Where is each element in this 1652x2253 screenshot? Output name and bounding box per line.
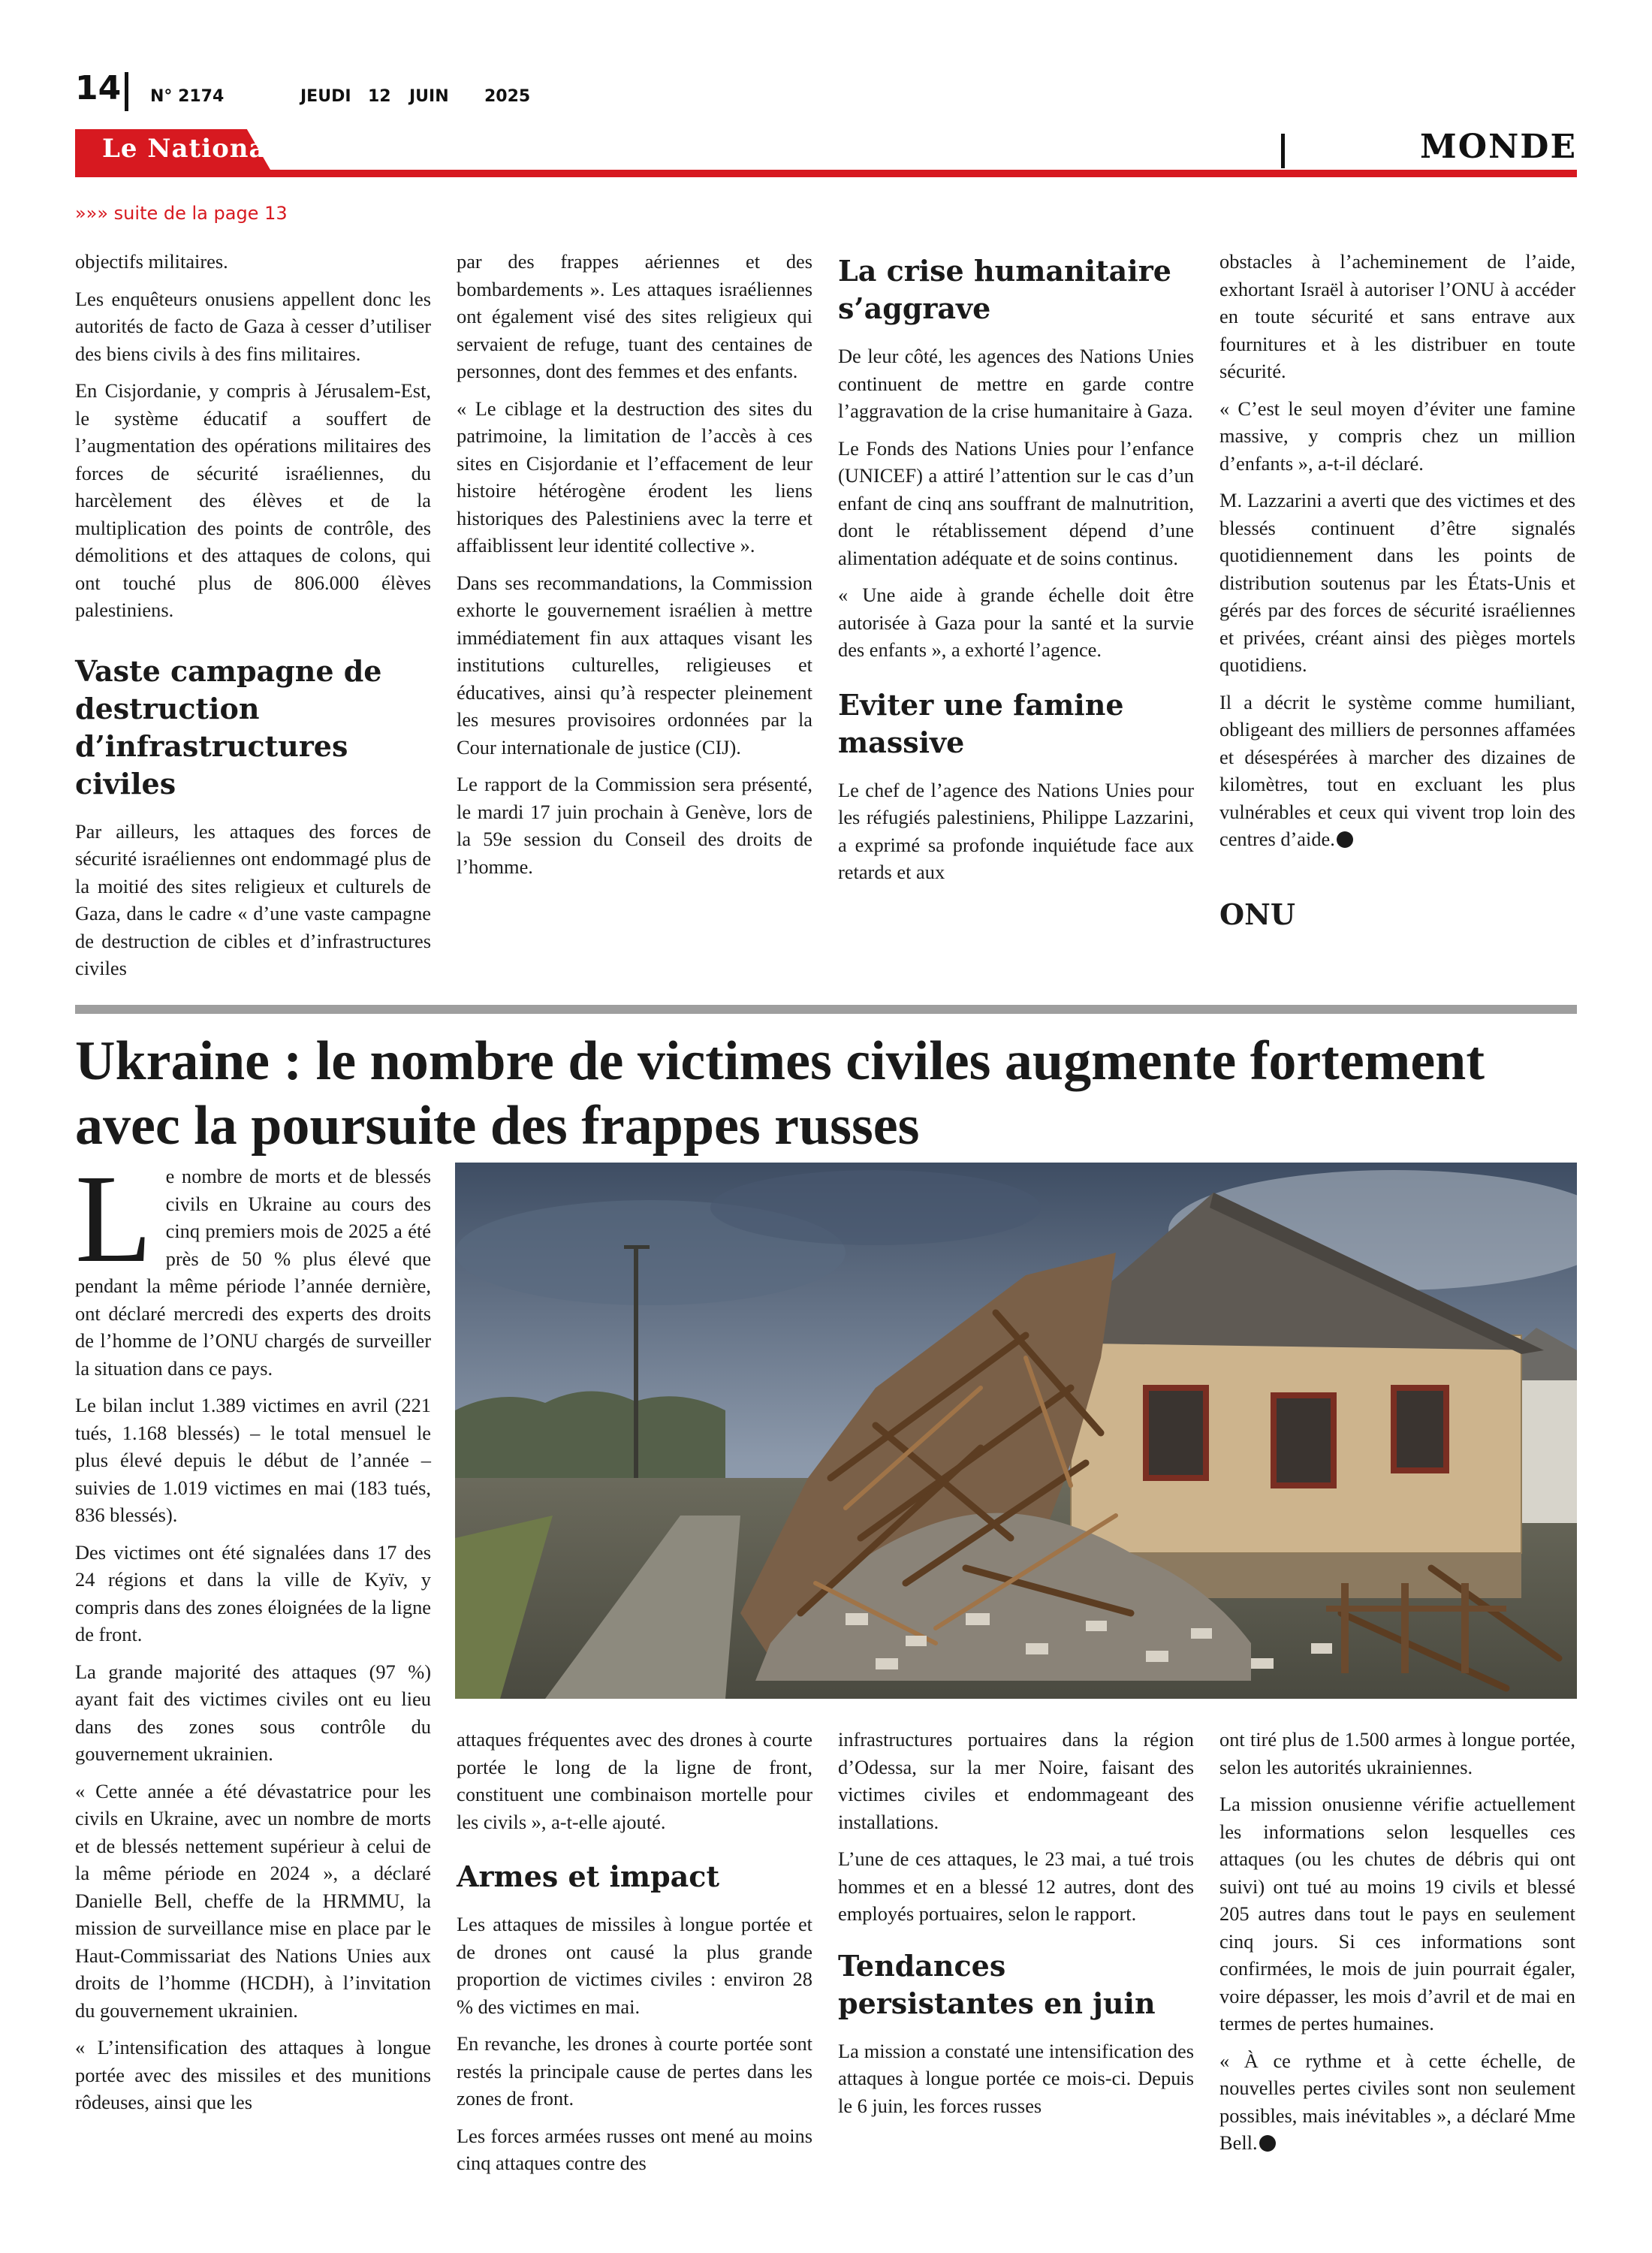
subheading-armes-impact: Armes et impact <box>457 1859 719 1893</box>
lead-text: e nombre de morts et de blessés civils en Ukraine au cours des cinq premiers mois de 2025 a été près de 50 % plus élevé que pendant la même période l’année dernière, ont déclaré mercredi des experts des droits de l’homme de l’ONU chargés de surveiller la situation dans ce pays. <box>75 1165 431 1380</box>
end-of-article-icon <box>1259 2135 1276 2152</box>
end-of-article-icon <box>1337 831 1353 848</box>
paragraph: attaques fréquentes avec des drones à courte portée le long de la ligne de front, constituent une combinaison mortelle pour les civils », a-t-elle ajouté. <box>457 1728 812 1833</box>
paragraph-with-end-mark <box>1219 689 1575 853</box>
subheading-tendances: Tendances persistantes en juin <box>838 1948 1156 2020</box>
paragraph: ont tiré plus de 1.500 armes à longue portée, selon les autorités ukrainiennes. <box>1219 1728 1575 1778</box>
ukraine-col-4 <box>1219 1726 1575 2167</box>
drop-cap: L <box>75 1149 152 1289</box>
section-divider <box>1281 134 1285 168</box>
date-weekday: JEUDI <box>300 87 351 106</box>
top-article-col-2 <box>457 248 812 890</box>
headline-line-1: Ukraine : le nombre de victimes civiles augmente fortement <box>75 1030 1485 1092</box>
subheading-eviter-famine: Eviter une famine massive <box>838 687 1124 759</box>
paragraph: La mission a constaté une intensification des attaques à longue portée ce mois-ci. Depuis le 6 juin, les forces russes <box>838 2039 1194 2117</box>
paragraph: En Cisjordanie, y compris à Jérusalem-Est, le système éducatif a souffert de l’augmentation des opérations militaires des forces de sécurité israéliennes, du harcèlement des élèves et de la multiplication des points de contrôle, des démolitions et des attaques de colons, qui ont touché plus de 806.000 élèves palestiniens. <box>75 379 431 621</box>
paragraph: La grande majorité des attaques (97 %) ayant fait des victimes civiles ont eu lieu dans des zones sous contrôle du gouvernement ukrainien. <box>75 1660 431 1765</box>
headline-line-2: avec la poursuite des frappes russes <box>75 1095 920 1157</box>
header-divider <box>125 72 128 111</box>
ukraine-col-3 <box>838 1726 1194 2129</box>
page-number: 14 <box>75 69 122 107</box>
paragraph: « Le ciblage et la destruction des sites du patrimoine, la limitation de l’accès à ces sites en Cisjordanie et l’effacement de leur histoire hétérogène érodent les liens historiques des Palestiniens avec la terre et affaiblissent leur identité collective ». <box>457 397 812 556</box>
photo-illustration <box>455 1163 1577 1699</box>
date-year: 2025 <box>484 87 531 106</box>
top-article-col-3 <box>838 248 1194 896</box>
top-article-col-1 <box>75 248 431 992</box>
paragraph: En revanche, les drones à courte portée sont restés la principale cause de pertes dans les zones de front. <box>457 2032 812 2110</box>
subheading-vaste-campagne: Vaste campagne de destruction d’infrastructures civiles <box>75 653 382 801</box>
paragraph: Des victimes ont été signalées dans 17 des 24 régions et dans la ville de Kyïv, y compris dans des zones éloignées de la ligne de front. <box>75 1540 431 1645</box>
article-separator <box>75 1005 1577 1014</box>
paragraph: Les enquêteurs onusiens appellent donc les autorités de facto de Gaza à cesser d’utiliser des biens civils à des fins militaires. <box>75 287 431 365</box>
date-month: JUIN <box>409 87 449 106</box>
paragraph: « Une aide à grande échelle doit être autorisée à Gaza pour la santé et la survie des enfants », a exhorté l’agence. <box>838 584 1194 661</box>
paragraph: infrastructures portuaires dans la région d’Odessa, sur la mer Noire, faisant des victimes civiles et endommageant des installations. <box>838 1728 1194 1833</box>
top-article-col-4 <box>1219 248 1575 931</box>
brand-logo: Le National <box>102 134 277 164</box>
paragraph: Le Fonds des Nations Unies pour l’enfance (UNICEF) a attiré l’attention sur le cas d’un enfant de cinq ans souffrant de malnutrition, dont le rétablissement dépend d’une alimentation adéquate et de soins continus. <box>838 436 1194 569</box>
ukraine-col-2 <box>457 1726 812 2187</box>
continued-from: »»» suite de la page 13 <box>75 203 288 224</box>
paragraph-text: « À ce rythme et à cette échelle, de nouvelles pertes civiles sont non seulement possibles, mais inévitables », a déclaré Mme Bell. <box>1219 2049 1575 2154</box>
paragraph: Dans ses recommandations, la Commission exhorte le gouvernement israélien à mettre immédiatement fin aux attaques visant les institutions culturelles, religieuses et éducatives, ainsi qu’à respecter pleinement les mesures provisoires ordonnées par la Cour internationale de justice (CIJ). <box>457 571 812 759</box>
ukraine-col-1 <box>75 1149 431 2126</box>
paragraph: Par ailleurs, les attaques des forces de sécurité israéliennes ont endommagé plus de la moitié des sites religieux et culturels de Gaza, dans le cadre « d’une vaste campagne de destruction de cibles et d’infrastructures civiles <box>75 819 431 979</box>
paragraph: L’une de ces attaques, le 23 mai, a tué trois hommes et en a blessé 12 autres, dont des employés portuaires, selon le rapport. <box>838 1847 1194 1925</box>
paragraph: De leur côté, les agences des Nations Unies continuent de mettre en garde contre l’aggravation de la crise humanitaire à Gaza. <box>838 345 1194 422</box>
date-day: 12 <box>368 87 391 106</box>
paragraph: objectifs militaires. <box>75 250 228 273</box>
subheading-crise-humanitaire: La crise humanitaire s’aggrave <box>838 254 1171 325</box>
paragraph: M. Lazzarini a averti que des victimes et des blessés continuent d’être signalés quotidiennement dans les points de distribution soutenus par les États-Unis et gérés par des forces de sécurité israéliennes et privées, créant ainsi des pièges mortels quotidiens. <box>1219 489 1575 676</box>
paragraph: par des frappes aériennes et des bombardements ». Les attaques israéliennes ont également visé des sites religieux qui servaient de refuge, tuant des centaines de personnes, dont des femmes et des enfants. <box>457 250 812 382</box>
destroyed-house-photo <box>455 1163 1577 1699</box>
issue-number: N° 2174 <box>150 87 225 106</box>
ukraine-headline <box>75 1029 1577 1158</box>
paragraph: Les attaques de missiles à longue portée et de drones ont causé la plus grande proportion de victimes civiles : environ 28 % des victimes en mai. <box>457 1913 812 2018</box>
header-red-rule <box>75 170 1577 177</box>
article-signature: ONU <box>1219 897 1295 931</box>
paragraph: Le rapport de la Commission sera présenté, le mardi 17 juin prochain à Genève, lors de la 59e session du Conseil des droits de l’homme. <box>457 773 812 878</box>
paragraph-with-end-mark <box>1219 2047 1575 2157</box>
paragraph: Le chef de l’agence des Nations Unies pour les réfugiés palestiniens, Philippe Lazzarini, a exprimé sa profonde inquiétude face aux retards et aux <box>838 778 1194 883</box>
paragraph: Les forces armées russes ont mené au moins cinq attaques contre des <box>457 2124 812 2174</box>
paragraph: La mission onusienne vérifie actuellement les informations selon lesquelles ces attaques (ou les chutes de débris qui ont suivi) ont tué au moins 19 civils et blessé 205 autres dans tout le pays en seulement cinq jours. Si ces informations sont confirmées, le mois de juin pourrait égaler, voire dépasser, les mois d’avril et de mai en termes de pertes humaines. <box>1219 1793 1575 2034</box>
section-title: MONDE <box>1420 128 1577 166</box>
paragraph: Le bilan inclut 1.389 victimes en avril (221 tués, 1.168 blessés) – le total mensuel le plus élevé depuis le début de l’année – suivies de 1.019 victimes en mai (183 tués, 836 blessés). <box>75 1394 431 1526</box>
paragraph: « Cette année a été dévastatrice pour les civils en Ukraine, avec un nombre de morts et de blessés nettement supérieur à celui de la même période en 2024 », a déclaré Danielle Bell, cheffe de la HRMMU, la mission de surveillance mise en place par le Haut-Commissariat des Nations Unies aux droits de l’homme (HCDH), à l’invitation du gouvernement ukrainien. <box>75 1779 431 2022</box>
paragraph: « C’est le seul moyen d’éviter une famine massive, y compris chez un million d’enfants », a-t-il déclaré. <box>1219 397 1575 475</box>
paragraph: obstacles à l’acheminement de l’aide, exhortant Israël à autoriser l’ONU à accéder en toute sécurité et sans entrave aux fournitures et à les distribuer en toute sécurité. <box>1219 250 1575 382</box>
lead-paragraph <box>75 1149 431 1382</box>
paragraph-text: Il a décrit le système comme humiliant, obligeant des milliers de personnes affamées et désespérées à marcher des dizaines de kilomètres, tout en excluant les plus vulnérables et ceux qui vivent trop loin des centres d’aide. <box>1219 690 1575 850</box>
paragraph: « L’intensification des attaques à longue portée avec des missiles et des munitions rôdeuses, ainsi que les <box>75 2036 431 2113</box>
